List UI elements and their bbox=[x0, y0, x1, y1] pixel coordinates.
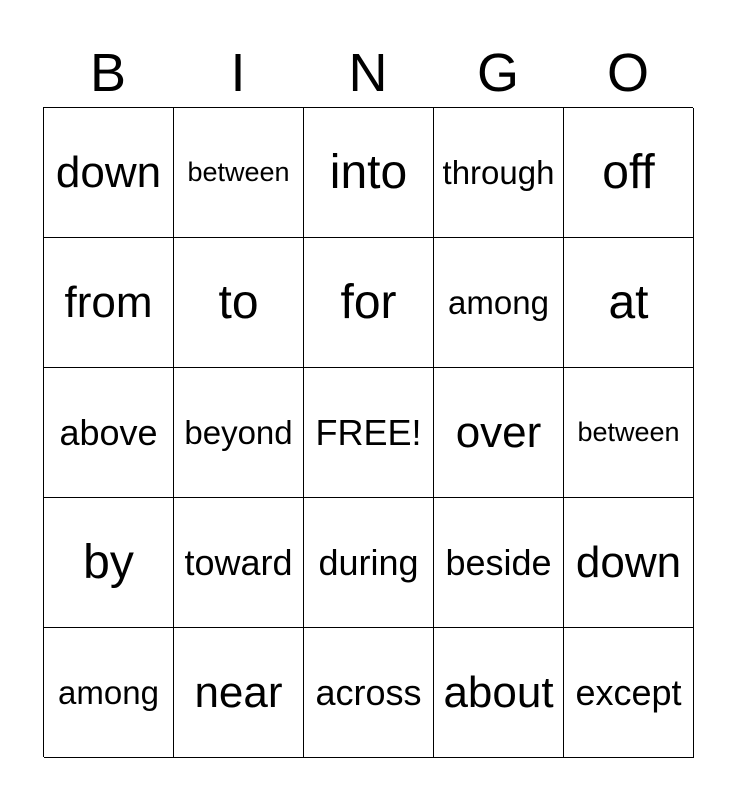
cell-word: into bbox=[329, 146, 408, 199]
bingo-cell bbox=[304, 108, 434, 238]
cell-word: toward bbox=[184, 541, 293, 583]
cell-word: by bbox=[83, 536, 134, 589]
bingo-cell bbox=[44, 628, 174, 758]
header-letter-g: G bbox=[476, 43, 519, 103]
bingo-header bbox=[43, 40, 693, 106]
cell-word: off bbox=[602, 146, 655, 199]
bingo-cell bbox=[434, 238, 564, 368]
bingo-cell bbox=[434, 368, 564, 498]
cell-word: down bbox=[55, 147, 162, 197]
bingo-cell bbox=[44, 368, 174, 498]
cell-word: beyond bbox=[184, 413, 293, 451]
bingo-board bbox=[43, 107, 693, 757]
cell-word: above bbox=[59, 411, 158, 453]
bingo-cell bbox=[304, 628, 434, 758]
bingo-cell bbox=[434, 628, 564, 758]
bingo-cell bbox=[174, 498, 304, 628]
bingo-cell bbox=[564, 108, 694, 238]
header-letter-n: N bbox=[348, 43, 388, 103]
header-letter-o: O bbox=[606, 43, 649, 103]
cell-word: at bbox=[608, 276, 649, 329]
cell-word: over bbox=[455, 407, 542, 457]
cell-word: except bbox=[575, 671, 682, 713]
header-letter-i: I bbox=[230, 43, 246, 103]
cell-word: across bbox=[315, 671, 422, 713]
bingo-cell bbox=[174, 108, 304, 238]
cell-word: for bbox=[340, 276, 397, 329]
bingo-cell bbox=[434, 498, 564, 628]
bingo-cell bbox=[44, 498, 174, 628]
cell-word: from bbox=[64, 277, 153, 327]
cell-word: between bbox=[187, 157, 290, 187]
bingo-cell bbox=[304, 238, 434, 368]
cell-word: about bbox=[443, 667, 554, 717]
cell-word: between bbox=[577, 417, 680, 447]
bingo-cell bbox=[564, 628, 694, 758]
cell-word: near bbox=[194, 667, 283, 717]
bingo-cell bbox=[174, 628, 304, 758]
cell-word: down bbox=[575, 537, 682, 587]
cell-word: beside bbox=[445, 541, 552, 583]
bingo-cell bbox=[564, 238, 694, 368]
cell-word: among bbox=[448, 283, 549, 321]
bingo-cell bbox=[434, 108, 564, 238]
cell-word: during bbox=[318, 541, 419, 583]
bingo-cell bbox=[304, 498, 434, 628]
free-space-label: FREE! bbox=[315, 411, 422, 453]
cell-word: among bbox=[58, 673, 159, 711]
bingo-cell bbox=[44, 108, 174, 238]
cell-word: to bbox=[218, 276, 259, 329]
free-space bbox=[304, 368, 434, 498]
bingo-cell bbox=[44, 238, 174, 368]
bingo-cell bbox=[174, 238, 304, 368]
header-letter-b: B bbox=[89, 43, 127, 103]
bingo-cell bbox=[174, 368, 304, 498]
cell-word: through bbox=[442, 153, 555, 191]
bingo-cell bbox=[564, 368, 694, 498]
bingo-cell bbox=[564, 498, 694, 628]
